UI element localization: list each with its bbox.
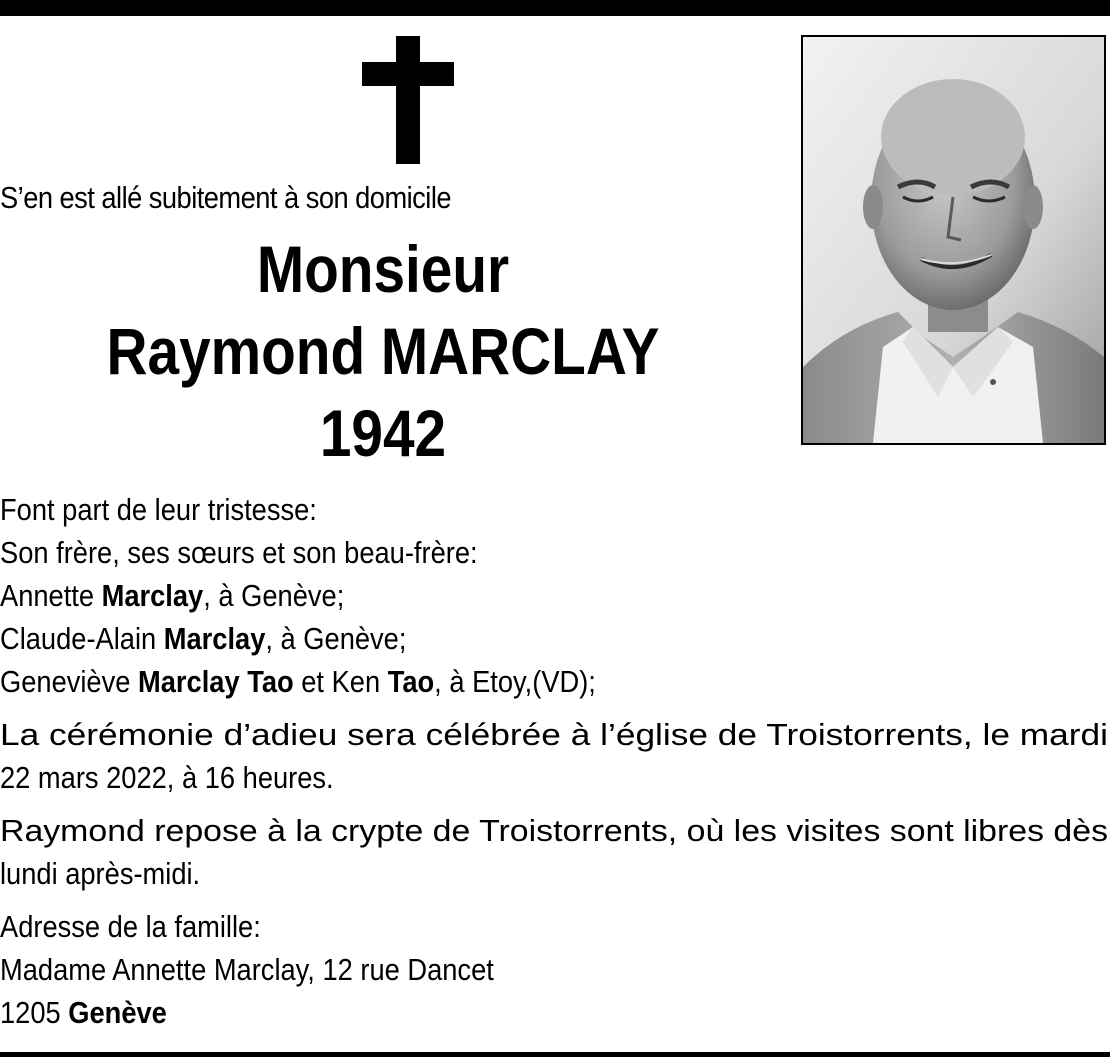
address-heading: Adresse de la famille: xyxy=(0,909,261,944)
address-postal-code: 1205 xyxy=(0,995,69,1030)
rest-line: Raymond repose à la crypte de Troistorrents, où les visites sont libres dès xyxy=(0,813,1108,848)
member-first-name: Annette xyxy=(0,578,102,613)
rest-paragraph xyxy=(0,809,1108,895)
address-block xyxy=(0,905,1108,1034)
member-partner-last-name: Tao xyxy=(387,664,435,699)
family-member xyxy=(0,617,975,660)
member-first-name: Geneviève xyxy=(0,664,139,699)
intro-text: S’en est allé subitement à son domicile xyxy=(0,180,452,215)
deceased-name-block xyxy=(0,228,766,474)
top-border xyxy=(0,0,1110,16)
member-partner-intro: et Ken xyxy=(293,664,388,699)
portrait-photo xyxy=(801,35,1106,445)
family-subheading: Son frère, ses sœurs et son beau-frère: xyxy=(0,535,478,570)
ceremony-date-line: 22 mars 2022, à 16 heures. xyxy=(0,760,334,795)
member-last-name: Marclay xyxy=(101,578,204,613)
rest-visiting-line: lundi après-midi. xyxy=(0,856,201,891)
member-place: , à Genève; xyxy=(203,578,345,613)
address-city-line xyxy=(0,991,975,1034)
address-city: Genève xyxy=(68,995,167,1030)
ceremony-paragraph xyxy=(0,713,1108,799)
member-last-name: Marclay xyxy=(163,621,266,656)
cross-icon xyxy=(362,36,454,164)
family-member xyxy=(0,660,975,703)
member-place: , à Genève; xyxy=(265,621,407,656)
member-place: , à Etoy,(VD); xyxy=(434,664,596,699)
title-birth-year: 1942 xyxy=(319,396,447,470)
member-last-name: Marclay Tao xyxy=(138,664,294,699)
bottom-border xyxy=(0,1052,1110,1057)
family-heading: Font part de leur tristesse: xyxy=(0,492,317,527)
notice-body xyxy=(0,488,1108,1034)
family-member xyxy=(0,574,975,617)
title-honorific: Monsieur xyxy=(256,232,510,306)
portrait-image xyxy=(803,37,1104,443)
ceremony-line: La cérémonie d’adieu sera célébrée à l’église de Troistorrents, le mardi xyxy=(0,717,1108,752)
address-street: Madame Annette Marclay, 12 rue Dancet xyxy=(0,952,494,987)
title-full-name: Raymond MARCLAY xyxy=(106,314,660,388)
member-first-name: Claude-Alain xyxy=(0,621,164,656)
